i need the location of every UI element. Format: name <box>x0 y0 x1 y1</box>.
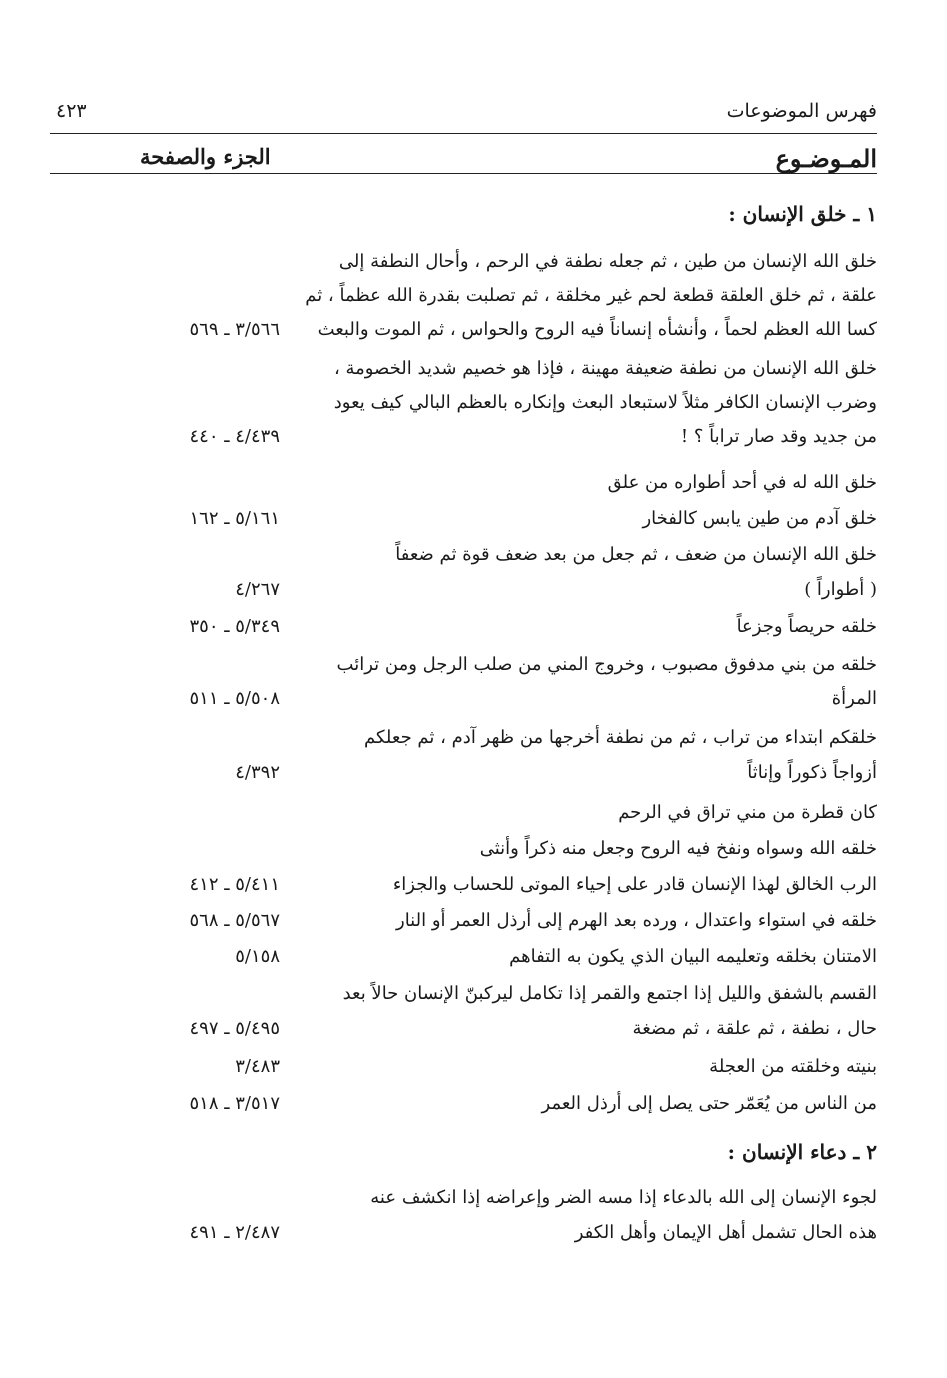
entry-line: أزواجاً ذكوراً وإناثاً <box>747 762 877 783</box>
entry-line: من الناس من يُعَمّر حتى يصل إلى أرذل العمر <box>541 1093 877 1114</box>
section-title: ١ ـ خلق الإنسان : <box>728 202 877 226</box>
entry-line: خلق الله الإنسان من نطفة ضعيفة مهينة ، فإذا هو خصيم شديد الخصومة ، <box>333 358 877 379</box>
entry-line: بنيته وخلقته من العجلة <box>709 1056 877 1077</box>
entry-line: حال ، نطفة ، ثم علقة ، ثم مضغة <box>632 1018 877 1039</box>
entry-line: خلقه من بني مدفوق مصبوب ، وخروج المني من صلب الرجل ومن ترائب <box>336 654 877 675</box>
entry-line: هذه الحال تشمل أهل الإيمان وأهل الكفر <box>574 1222 877 1243</box>
entry-line: ( أطواراً ) <box>804 579 877 600</box>
entry-line: كان قطرة من مني تراق في الرحم <box>618 802 877 823</box>
page-reference: ٤/٤٣٩ ـ ٤٤٠ <box>189 426 280 447</box>
entry-line: من جديد وقد صار تراباً ؟ ! <box>680 426 877 447</box>
page-reference: ٥/٥٦٧ ـ ٥٦٨ <box>189 910 280 931</box>
header-rule <box>50 133 877 134</box>
page-reference: ٢/٤٨٧ ـ ٤٩١ <box>189 1222 280 1243</box>
page-reference: ٣/٤٨٣ <box>235 1056 280 1077</box>
entry-line: الامتنان بخلقه وتعليمه البيان الذي يكون به التفاهم <box>509 946 877 967</box>
entry-line: خلقه الله وسواه ونفخ فيه الروح وجعل منه ذكراً وأنثى <box>479 838 877 859</box>
section-title: ٢ ـ دعاء الإنسان : <box>727 1140 877 1164</box>
entry-line: خلق آدم من طين يابس كالفخار <box>642 508 877 529</box>
entry-line: علقة ، ثم خلق العلقة قطعة لحم غير مخلقة ، ثم تصلبت بقدرة الله عظماً ، ثم <box>305 285 877 306</box>
page-reference: ٤/٣٩٢ <box>235 762 280 783</box>
page-reference: ٣/٥١٧ ـ ٥١٨ <box>189 1093 280 1114</box>
page-number: ٤٢٣ <box>56 100 87 122</box>
entry-line: وضرب الإنسان الكافر مثلاً لاستبعاد البعث وإنكاره بالعظم البالي كيف يعود <box>333 392 877 413</box>
entry-line: خلقه في استواء واعتدال ، ورده بعد الهرم إلى أرذل العمر أو النار <box>396 910 877 931</box>
page-reference: ٥/١٥٨ <box>235 946 280 967</box>
page-reference: ٥/٤٩٥ ـ ٤٩٧ <box>189 1018 280 1039</box>
entry-line: خلقكم ابتداء من تراب ، ثم من نطفة أخرجها من ظهر آدم ، ثم جعلكم <box>364 727 877 748</box>
entry-line: خلق الله له في أحد أطواره من علق <box>607 472 877 493</box>
entry-line: لجوء الإنسان إلى الله بالدعاء إذا مسه الضر وإعراضه إذا انكشف عنه <box>370 1187 877 1208</box>
running-title: فهرس الموضوعات <box>726 100 877 122</box>
entry-line: خلق الله الإنسان من طين ، ثم جعله نطفة في الرحم ، وأحال النطفة إلى <box>338 251 877 272</box>
page-reference: ٥/٥٠٨ ـ ٥١١ <box>189 688 280 709</box>
entry-line: المرأة <box>831 688 877 709</box>
entry-line: خلق الله الإنسان من ضعف ، ثم جعل من بعد ضعف قوة ثم ضعفاً <box>395 544 877 565</box>
page-reference: ٣/٥٦٦ ـ ٥٦٩ <box>189 319 280 340</box>
page-reference: ٥/١٦١ ـ ١٦٢ <box>189 508 280 529</box>
entry-line: خلقه حريصاً وجزعاً <box>736 616 877 637</box>
entry-line: كسا الله العظم لحماً ، وأنشأه إنساناً فيه الروح والحواس ، ثم الموت والبعث <box>317 319 877 340</box>
column-heading-rule <box>50 173 877 174</box>
page-reference: ٥/٤١١ ـ ٤١٢ <box>189 874 280 895</box>
page-reference: ٤/٢٦٧ <box>235 579 280 600</box>
entry-line: الرب الخالق لهذا الإنسان قادر على إحياء الموتى للحساب والجزاء <box>392 874 877 895</box>
entry-line: القسم بالشفق والليل إذا اجتمع والقمر إذا تكامل ليركبنّ الإنسان حالاً بعد <box>342 983 877 1004</box>
column-heading-topic: المـوضـوع <box>775 144 877 173</box>
column-heading-reference: الجزء والصفحة <box>140 144 271 169</box>
running-head <box>56 100 877 134</box>
page-reference: ٥/٣٤٩ ـ ٣٥٠ <box>189 616 280 637</box>
